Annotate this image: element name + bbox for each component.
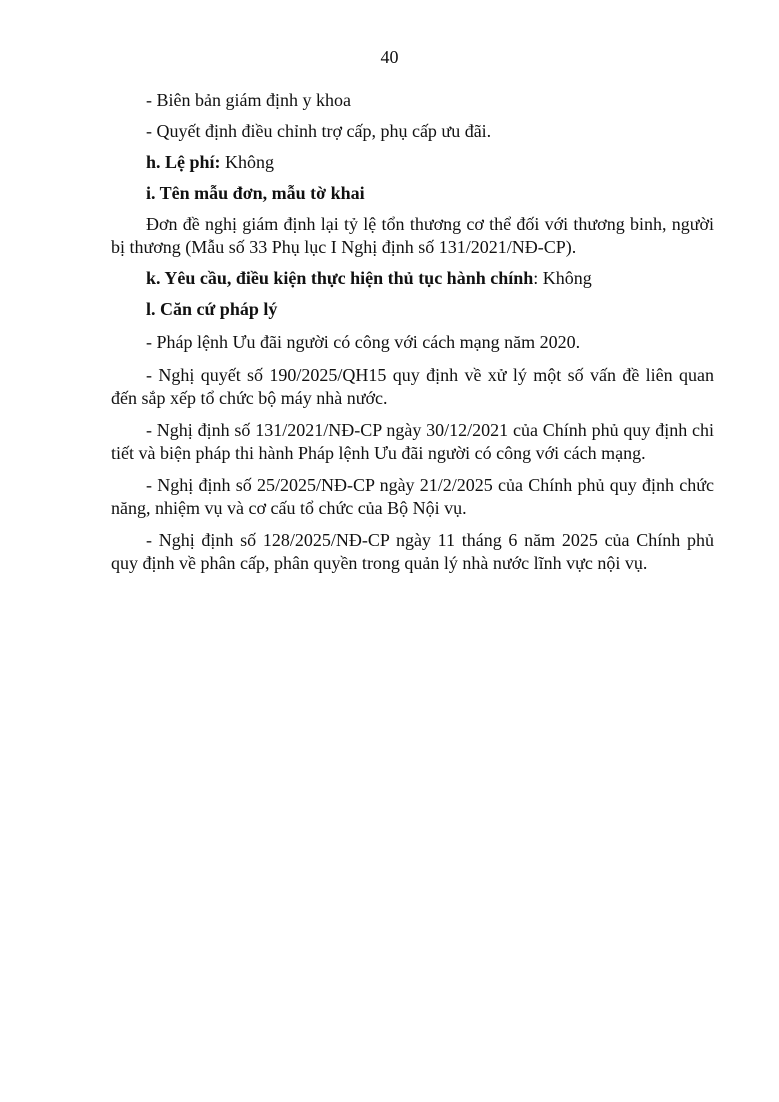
requirements-heading: k. Yêu cầu, điều kiện thực hiện thủ tục hành chính — [146, 268, 534, 288]
legal-item-2: - Nghị quyết số 190/2025/QH15 quy định về xử lý một số vấn đề liên quan đến sắp xếp tổ chức bộ máy nhà nước. — [111, 365, 714, 408]
document-body — [111, 89, 714, 575]
legal-item-3: - Nghị định số 131/2021/NĐ-CP ngày 30/12/2021 của Chính phủ quy định chi tiết và biện pháp thi hành Pháp lệnh Ưu đãi người có công với cách mạng. — [111, 420, 714, 463]
fee-value: Không — [220, 152, 275, 172]
fee-heading: h. Lệ phí: — [146, 152, 221, 172]
page-number: 40 — [380, 47, 399, 67]
form-text: Đơn đề nghị giám định lại tỷ lệ tổn thương cơ thể đối với thương binh, người bị thương (Mẫu số 33 Phụ lục I Nghị định số 131/2021/NĐ-CP). — [111, 214, 714, 257]
section-requirements — [111, 267, 714, 290]
legal-item-5: - Nghị định số 128/2025/NĐ-CP ngày 11 tháng 6 năm 2025 của Chính phủ quy định về phân cấp, phân quyền trong quản lý nhà nước lĩnh vực nội vụ. — [111, 530, 714, 573]
form-heading: i. Tên mẫu đơn, mẫu tờ khai — [146, 183, 365, 203]
paragraph-allowance-decision: - Quyết định điều chỉnh trợ cấp, phụ cấp ưu đãi. — [146, 121, 492, 141]
legal-item-4: - Nghị định số 25/2025/NĐ-CP ngày 21/2/2025 của Chính phủ quy định chức năng, nhiệm vụ và cơ cấu tổ chức của Bộ Nội vụ. — [111, 475, 714, 518]
section-fee — [111, 151, 714, 174]
paragraph-medical-record: - Biên bản giám định y khoa — [146, 90, 351, 110]
requirements-value: : Không — [533, 268, 592, 288]
legal-item-1: - Pháp lệnh Ưu đãi người có công với cách mạng năm 2020. — [146, 332, 581, 352]
legal-basis-heading: l. Căn cứ pháp lý — [146, 299, 278, 319]
